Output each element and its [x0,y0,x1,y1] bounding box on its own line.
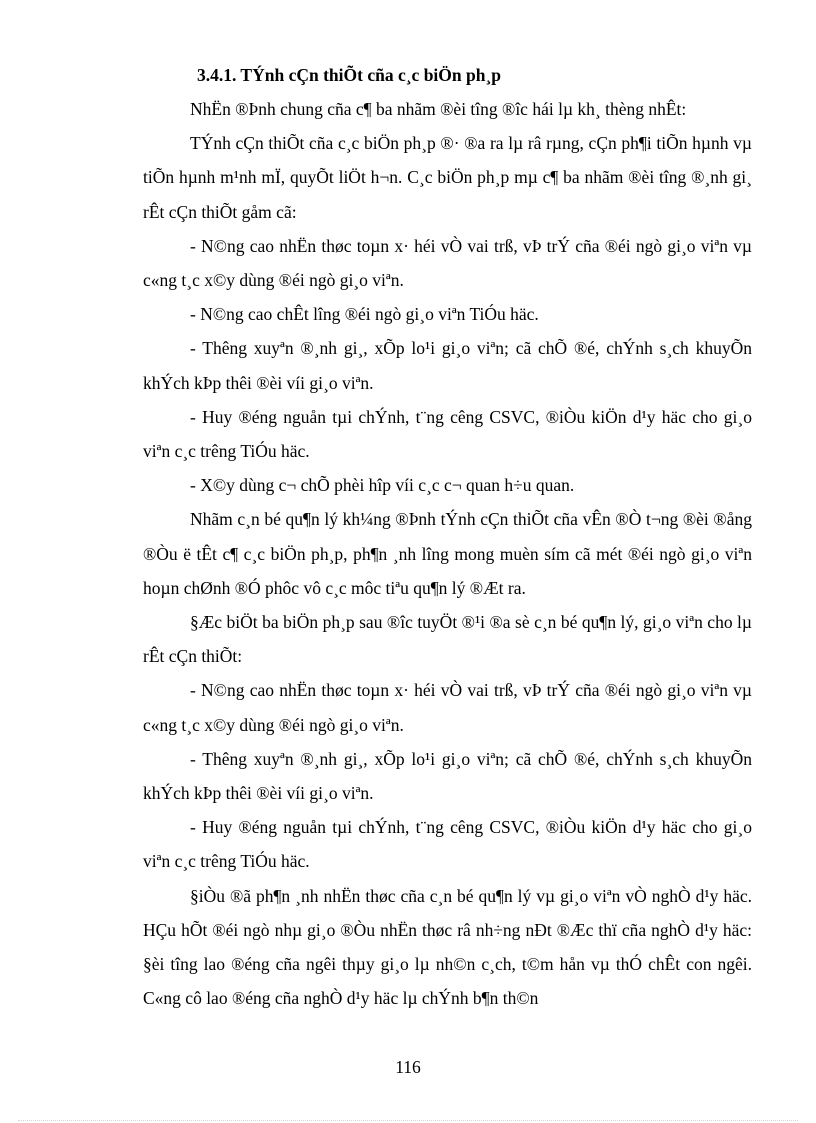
list-item: - Thêng xuyªn ®¸nh gi¸, xÕp lo¹i gi¸o viªn; cã chÕ ®é, chÝnh s¸ch khuyÕn khÝch kÞp thêi ®èi víi gi¸o viªn. [143,338,752,393]
paragraph: §Æc biÖt ba biÖn ph¸p sau ®îc tuyÖt ®¹i ®a sè c¸n bé qu¶n lý, gi¸o viªn cho lµ rÊt cÇn thiÕt: [143,612,752,667]
list-item: - N©ng cao nhËn thøc toµn x· héi vÒ vai trß, vÞ trÝ cña ®éi ngò gi¸o viªn vµ c«ng t¸c x©y dùng ®éi ngò gi¸o viªn. [143,680,752,735]
page-bottom-rule [18,1120,798,1121]
list-item: - N©ng cao chÊt lîng ®éi ngò gi¸o viªn TiÓu häc. [190,304,539,325]
paragraph: NhËn ®Þnh chung cña c¶ ba nhãm ®èi tîng ®îc hái lµ kh¸ thèng nhÊt: [190,99,687,119]
list-item: - Huy ®éng nguån tµi chÝnh, t¨ng cêng CSVC, ®iÒu kiÖn d¹y häc cho gi¸o viªn c¸c trêng TiÓu häc. [143,406,752,462]
paragraph: §iÒu ®ã ph¶n ¸nh nhËn thøc cña c¸n bé qu¶n lý vµ gi¸o viªn vÒ nghÒ d¹y häc. HÇu hÕt ®éi ngò nhµ gi¸o ®Òu nhËn thøc râ nh÷ng nÐt ®Æc thï cña nghÒ d¹y häc: §èi tîng lao ®éng cña ngêi thµy gi¸o lµ nh©n c¸ch, t©m hån vµ thÓ chÊt con ngêi. C«ng cô lao ®éng cña nghÒ d¹y häc lµ chÝnh b¶n th©n [143,885,752,1009]
list-item: - N©ng cao nhËn thøc toµn x· héi vÒ vai trß, vÞ trÝ cña ®éi ngò gi¸o viªn vµ c«ng t¸c x©y dùng ®éi ngò gi¸o viªn. [143,235,752,291]
list-item: - X©y dùng c¬ chÕ phèi hîp víi c¸c c¬ quan h÷u quan. [190,475,575,496]
paragraph: Nhãm c¸n bé qu¶n lý kh¼ng ®Þnh tÝnh cÇn thiÕt cña vÊn ®Ò t¬ng ®èi ®ång ®Òu ë tÊt c¶ c¸c biÖn ph¸p, ph¶n ¸nh lîng mong muèn sím cã mét ®éi ngò gi¸o viªn hoµn chØnh ®Ó phôc vô c¸c môc tiªu qu¶n lý ®Æt ra. [143,509,752,598]
list-item: - Thêng xuyªn ®¸nh gi¸, xÕp lo¹i gi¸o viªn; cã chÕ ®é, chÝnh s¸ch khuyÕn khÝch kÞp thêi ®èi víi gi¸o viªn. [143,748,752,804]
body-text [143,92,752,1015]
list-item: - Huy ®éng nguån tµi chÝnh, t¨ng cêng CSVC, ®iÒu kiÖn d¹y häc cho gi¸o viªn c¸c trêng TiÓu häc. [143,817,752,872]
paragraph: TÝnh cÇn thiÕt cña c¸c biÖn ph¸p ®· ®a ra lµ râ rµng, cÇn ph¶i tiÕn hµnh vµ tiÕn hµnh m¹nh mÏ, quyÕt liÖt h¬n. C¸c biÖn ph¸p mµ c¶ ba nhãm ®èi tîng ®¸nh gi¸ rÊt cÇn thiÕt gåm cã: [143,133,752,222]
page-number: 116 [395,1057,421,1077]
section-heading: 3.4.1. TÝnh cÇn thiÕt cña c¸c biÖn ph¸p [197,65,502,85]
